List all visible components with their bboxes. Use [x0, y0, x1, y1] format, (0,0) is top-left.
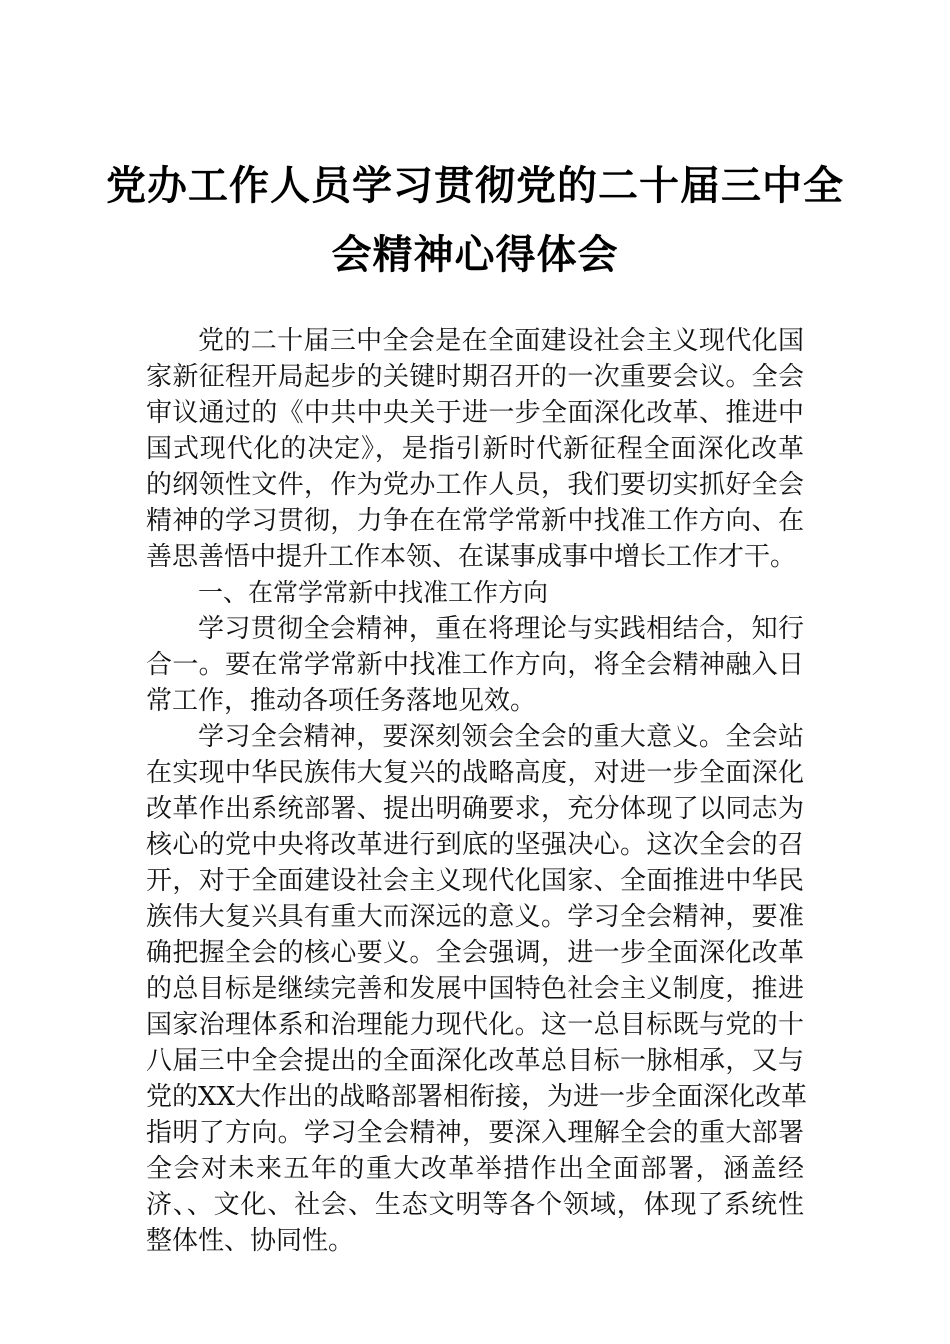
text-line: 八届三中全会提出的全面深化改革总目标一脉相承，又与 [146, 1046, 804, 1076]
document-body [146, 323, 808, 1259]
text-line: 家新征程开局起步的关键时期召开的一次重要会议。全会 [146, 362, 804, 392]
text-line: 学习贯彻全会精神，重在将理论与实践相结合，知行 [198, 614, 804, 644]
text-line: 全会对未来五年的重大改革举措作出全面部署，涵盖经 [146, 1154, 804, 1184]
text-line: 指明了方向。学习全会精神，要深入理解全会的重大部署 [146, 1118, 804, 1148]
text-line: 国式现代化的决定》，是指引新时代新征程全面深化改革 [146, 434, 804, 464]
text-line: 学习全会精神，要深刻领会全会的重大意义。全会站 [198, 722, 804, 752]
text-line: 党的二十届三中全会是在全面建设社会主义现代化国 [198, 326, 804, 356]
text-line: 善思善悟中提升工作本领、在谋事成事中增长工作才干。 [146, 542, 797, 572]
text-line: 开，对于全面建设社会主义现代化国家、全面推进中华民 [146, 866, 804, 896]
document-title-line-1: 党办工作人员学习贯彻党的二十届三中全 [106, 162, 844, 209]
text-line: 族伟大复兴具有重大而深远的意义。学习全会精神，要准 [146, 902, 804, 932]
text-line: 在实现中华民族伟大复兴的战略高度，对进一步全面深化 [146, 758, 804, 788]
text-line: 的总目标是继续完善和发展中国特色社会主义制度，推进 [146, 974, 804, 1004]
text-line: 的纲领性文件，作为党办工作人员，我们要切实抓好全会 [146, 470, 804, 500]
document-title-line-2: 会精神心得体会 [331, 231, 619, 278]
text-line: 改革作出系统部署、提出明确要求，充分体现了以同志为 [146, 794, 804, 824]
paragraph [146, 611, 804, 719]
text-line: 合一。要在常学常新中找准工作方向，将全会精神融入日 [146, 650, 804, 680]
text-line: 整体性、协同性。 [146, 1226, 355, 1256]
text-line: 党的XX大作出的战略部署相衔接，为进一步全面深化改革 [146, 1082, 808, 1112]
text-line: 审议通过的《中共中央关于进一步全面深化改革、推进中 [146, 398, 804, 428]
section-heading: 一、在常学常新中找准工作方向 [198, 578, 549, 607]
paragraph [146, 719, 808, 1259]
paragraph [146, 323, 804, 575]
text-line: 精神的学习贯彻，力争在在常学常新中找准工作方向、在 [146, 506, 804, 536]
text-line: 济、、文化、社会、生态文明等各个领域，体现了系统性 [146, 1190, 804, 1220]
text-line: 常工作，推动各项任务落地见效。 [146, 686, 537, 716]
text-line: 确把握全会的核心要义。全会强调，进一步全面深化改革 [146, 938, 804, 968]
text-line: 核心的党中央将改革进行到底的坚强决心。这次全会的召 [146, 830, 804, 860]
text-line: 国家治理体系和治理能力现代化。这一总目标既与党的十 [146, 1010, 804, 1040]
